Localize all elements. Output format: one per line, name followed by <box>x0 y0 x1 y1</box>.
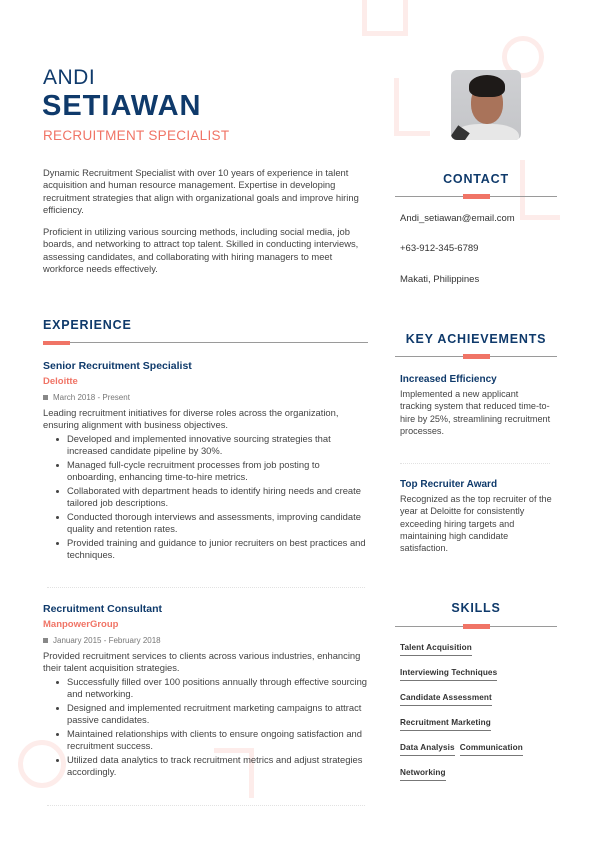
bullet-item: Designed and implemented recruitment marketing campaigns to attract passive candidates. <box>55 702 368 727</box>
last-name: SETIAWAN <box>42 90 202 122</box>
achievement-description: Recognized as the top recruiter of the year at Deloitte for consistently exceeding hiring targets and maintaining high candidate satisfaction. <box>400 494 552 554</box>
skill-tag: Recruitment Marketing <box>400 718 491 731</box>
job-bullets <box>43 676 368 779</box>
bullet-item: Managed full-cycle recruitment processes from job posting to onboarding, enhancing time-to-hire metrics. <box>55 459 368 484</box>
contact-location: Makati, Philippines <box>400 274 480 285</box>
profile-photo <box>451 70 521 140</box>
date-range: March 2018 - Present <box>53 393 130 402</box>
contact-email[interactable]: Andi_setiawan@email.com <box>400 213 515 224</box>
achievement-item <box>400 374 552 437</box>
achievements-heading: KEY ACHIEVEMENTS <box>405 332 547 346</box>
experience-heading: EXPERIENCE <box>43 318 132 332</box>
section-divider <box>395 626 557 627</box>
bullet-item: Developed and implemented innovative sourcing strategies that increased candidate pipeline by 30%. <box>55 433 368 458</box>
calendar-icon <box>43 395 48 400</box>
job-description: Provided recruitment services to clients across various industries, enhancing their talent acquisition strategies. <box>43 650 361 674</box>
job-title: RECRUITMENT SPECIALIST <box>43 128 230 143</box>
experience-entry <box>43 360 368 563</box>
job-dates <box>43 636 368 645</box>
company-name: ManpowerGroup <box>43 619 119 630</box>
job-description: Leading recruitment initiatives for diverse roles across the organization, ensuring alignment with business objectives. <box>43 407 339 431</box>
decorative-shape <box>362 0 408 36</box>
achievement-item <box>400 479 552 554</box>
job-role: Senior Recruitment Specialist <box>43 360 192 372</box>
bullet-item: Maintained relationships with clients to ensure ongoing satisfaction and recruitment success. <box>55 728 368 753</box>
skill-tag: Data Analysis <box>400 743 455 756</box>
section-divider <box>395 356 557 357</box>
bullet-item: Utilized data analytics to track recruitment metrics and adjust strategies accordingly. <box>55 754 368 779</box>
dotted-divider <box>400 463 550 464</box>
achievement-title: Increased Efficiency <box>400 374 497 385</box>
skill-tag: Networking <box>400 768 446 781</box>
bullet-item: Conducted thorough interviews and assessments, improving candidate quality and retention rates. <box>55 511 368 536</box>
job-role: Recruitment Consultant <box>43 603 163 615</box>
skills-list <box>400 643 560 781</box>
section-divider <box>395 196 557 197</box>
experience-entry <box>43 603 368 780</box>
calendar-icon <box>43 638 48 643</box>
company-name: Deloitte <box>43 376 78 387</box>
section-divider <box>43 342 368 343</box>
skills-heading: SKILLS <box>451 601 501 615</box>
skill-tag: Candidate Assessment <box>400 693 492 706</box>
date-range: January 2015 - February 2018 <box>53 636 161 645</box>
decorative-shape <box>394 78 430 136</box>
achievement-description: Implemented a new applicant tracking system that reduced time-to-hire by 25%, streamlining recruitment processes. <box>400 389 551 436</box>
skill-tag: Communication <box>460 743 523 756</box>
job-dates <box>43 393 368 402</box>
bullet-item: Successfully filled over 100 positions annually through effective sourcing and networking. <box>55 676 368 701</box>
bullet-item: Collaborated with department heads to identify hiring needs and create tailored job descriptions. <box>55 485 368 510</box>
job-bullets <box>43 433 368 562</box>
contact-phone[interactable]: +63-912-345-6789 <box>400 243 479 254</box>
summary-paragraph: Proficient in utilizing various sourcing methods, including social media, job boards, and networking to attract top talent. Skilled in conducting interviews, assessing candidates, and collaborating with hiring managers to meet workforce needs effectively. <box>43 226 359 274</box>
dotted-divider <box>47 805 365 806</box>
skill-tag: Interviewing Techniques <box>400 668 497 681</box>
decorative-shape <box>520 160 560 220</box>
summary-paragraph: Dynamic Recruitment Specialist with over 10 years of experience in talent acquisition and human resource management. Expertise in developing recruitment strategies that align with organizational goals and improve hiring efficiency. <box>43 167 359 215</box>
achievement-title: Top Recruiter Award <box>400 479 498 490</box>
first-name: ANDI <box>43 66 96 89</box>
bullet-item: Provided training and guidance to junior recruiters on best practices and techniques. <box>55 537 368 562</box>
dotted-divider <box>47 587 365 588</box>
contact-heading: CONTACT <box>443 172 509 186</box>
skill-tag: Talent Acquisition <box>400 643 472 656</box>
